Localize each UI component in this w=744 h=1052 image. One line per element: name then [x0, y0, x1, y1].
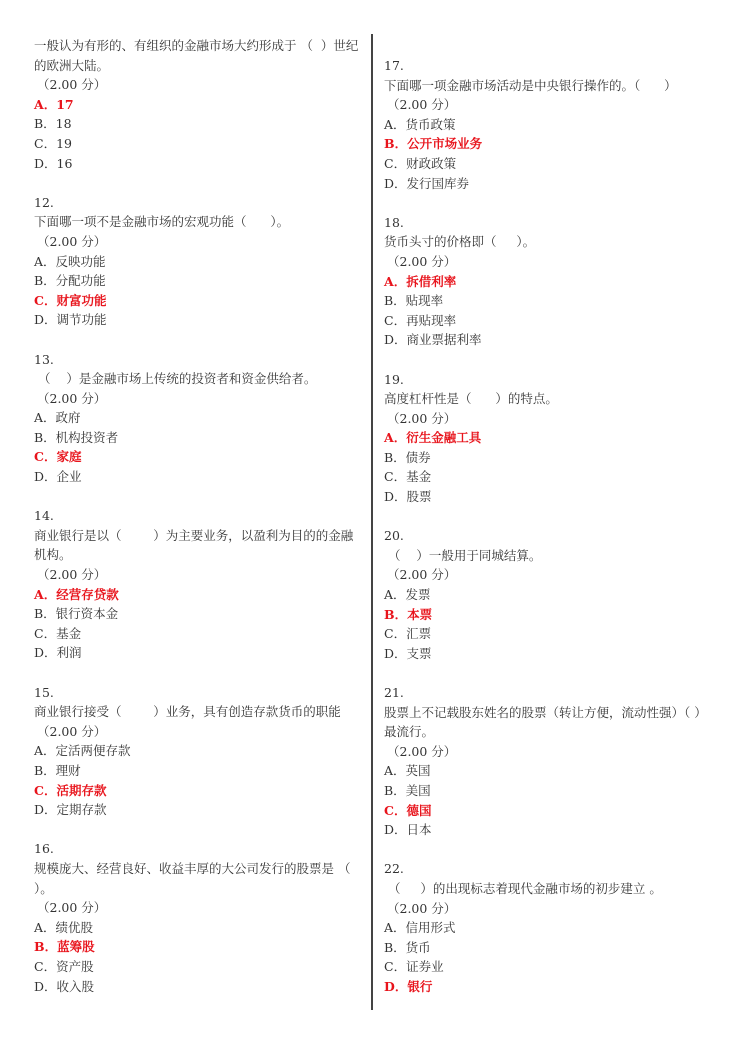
- option-correct: A．衍生金融工具: [384, 430, 482, 446]
- option: B．机构投资者: [34, 429, 119, 445]
- option-correct: B．本票: [384, 606, 433, 622]
- option: B．银行资本金: [34, 606, 119, 622]
- question-number: 17.: [384, 58, 404, 73]
- option: A．绩优股: [34, 919, 94, 935]
- option: B．债券: [384, 449, 431, 465]
- question-stem: （ ）是金融市场上传统的投资者和资金供给者。: [34, 371, 317, 387]
- left-column: [34, 36, 367, 1016]
- option-correct: B．蓝筹股: [34, 939, 95, 955]
- option: D．收入股: [34, 978, 95, 994]
- question-number: 19.: [384, 371, 404, 387]
- option: C．财政政策: [384, 155, 457, 171]
- column-divider: [371, 34, 373, 1010]
- question-block: [34, 683, 364, 820]
- question-score: （2.00 分）: [37, 567, 107, 583]
- question-number: 15.: [34, 684, 54, 700]
- option: C．证券业: [384, 959, 444, 975]
- option: D．股票: [384, 489, 432, 505]
- question-score: （2.00 分）: [387, 97, 457, 113]
- question-score: （2.00 分）: [387, 253, 457, 269]
- question-block: [384, 683, 714, 840]
- option: D．企业: [34, 469, 82, 485]
- option: A．定活两便存款: [34, 743, 131, 759]
- question-stem: 商业银行是以（ ）为主要业务，以盈利为目的的金融机构。: [34, 527, 354, 563]
- question-stem: 商业银行接受（ ）业务，具有创造存款货币的职能: [34, 704, 341, 720]
- option-correct: C．家庭: [34, 449, 82, 465]
- question-score: （2.00 分）: [37, 77, 107, 93]
- option-list: [384, 272, 714, 350]
- question-block: [34, 350, 364, 487]
- option: A．英国: [384, 763, 431, 779]
- question-stem: 下面哪一项金融市场活动是中央银行操作的。（ ）: [384, 77, 677, 93]
- option: D．定期存款: [34, 802, 107, 818]
- option: C．19: [34, 135, 72, 151]
- question-stem: 股票上不记载股东姓名的股票（转让方便，流动性强）（ ）最流行。: [384, 704, 707, 740]
- option-correct: B．公开市场业务: [384, 136, 483, 152]
- question-block: [384, 526, 714, 663]
- question-number: 21.: [384, 685, 404, 700]
- option-list: [34, 95, 364, 173]
- option: A．发票: [384, 587, 431, 603]
- question-number: 18.: [384, 214, 404, 230]
- question-block: [384, 370, 714, 507]
- option-correct: A．经营存贷款: [34, 586, 119, 602]
- option: A．货币政策: [384, 116, 456, 132]
- option-list: [384, 585, 714, 663]
- question-stem: （ ）的出现标志着现代金融市场的初步建立 。: [384, 880, 662, 896]
- option-list: [34, 252, 364, 330]
- question-block: [34, 193, 364, 330]
- question-stem: 一般认为有形的、有组织的金融市场大约形成于 （ ）世纪的欧洲大陆。: [34, 38, 359, 73]
- question-stem: 高度杠杆性是（ ）的特点。: [384, 391, 558, 407]
- question-number: 16.: [34, 841, 54, 857]
- option: B．贴现率: [384, 293, 444, 309]
- question-block: [384, 859, 714, 996]
- question-number: 12.: [34, 194, 54, 210]
- option: B．18: [34, 116, 72, 132]
- option: D．调节功能: [34, 312, 107, 328]
- option: A．政府: [34, 410, 81, 426]
- option-list: [34, 741, 364, 819]
- option: B．美国: [384, 782, 431, 798]
- question-score: （2.00 分）: [387, 410, 457, 426]
- question-block: [34, 506, 364, 663]
- question-score: （2.00 分）: [37, 723, 107, 739]
- option: D．支票: [384, 645, 432, 661]
- question-stem: （ ）一般用于同城结算。: [384, 547, 542, 563]
- question-block: [34, 36, 364, 173]
- option-correct: D．银行: [384, 978, 433, 994]
- option: A．信用形式: [384, 920, 456, 936]
- option: D．16: [34, 155, 73, 171]
- option-correct: A．拆借利率: [384, 273, 457, 289]
- question-score: （2.00 分）: [37, 233, 107, 249]
- option: B．分配功能: [34, 273, 106, 289]
- question-score: （2.00 分）: [387, 900, 457, 916]
- question-number: 14.: [34, 508, 54, 524]
- option: C．资产股: [34, 958, 94, 974]
- question-score: （2.00 分）: [37, 390, 107, 406]
- question-score: （2.00 分）: [387, 743, 457, 759]
- option-list: [384, 115, 714, 193]
- right-column: [384, 56, 714, 1016]
- option-list: [34, 918, 364, 996]
- question-number: 13.: [34, 351, 54, 367]
- question-block: [34, 839, 367, 996]
- option: B．理财: [34, 762, 81, 778]
- question-block: [384, 213, 714, 350]
- option-list: [34, 408, 364, 486]
- question-score: （2.00 分）: [37, 900, 107, 916]
- option-list: [384, 761, 714, 839]
- question-block: [384, 56, 714, 193]
- option: D．日本: [384, 822, 432, 838]
- option-list: [384, 918, 714, 996]
- option: C．基金: [384, 469, 432, 485]
- question-stem: 规模庞大、经营良好、收益丰厚的大公司发行的股票是 （ ）。: [34, 860, 367, 896]
- option-correct: C．财富功能: [34, 292, 107, 308]
- option-list: [34, 585, 364, 663]
- option: C．基金: [34, 625, 82, 641]
- question-number: 20.: [384, 528, 404, 544]
- option: D．商业票据利率: [384, 332, 482, 348]
- option-list: [384, 428, 714, 506]
- option: D．发行国库券: [384, 175, 470, 191]
- option: C．汇票: [384, 626, 432, 642]
- question-stem: 下面哪一项不是金融市场的宏观功能（ ）。: [34, 214, 290, 230]
- question-number: 22.: [384, 861, 404, 877]
- option-correct: C．活期存款: [34, 782, 107, 798]
- question-stem: 货币头寸的价格即（ ）。: [384, 234, 536, 250]
- option: B．货币: [384, 939, 431, 955]
- question-score: （2.00 分）: [387, 567, 457, 583]
- option: A．反映功能: [34, 253, 106, 269]
- option: C．再贴现率: [384, 312, 457, 328]
- option-correct: C．德国: [384, 802, 432, 818]
- option-correct: A．17: [34, 96, 74, 112]
- option: D．利润: [34, 645, 82, 661]
